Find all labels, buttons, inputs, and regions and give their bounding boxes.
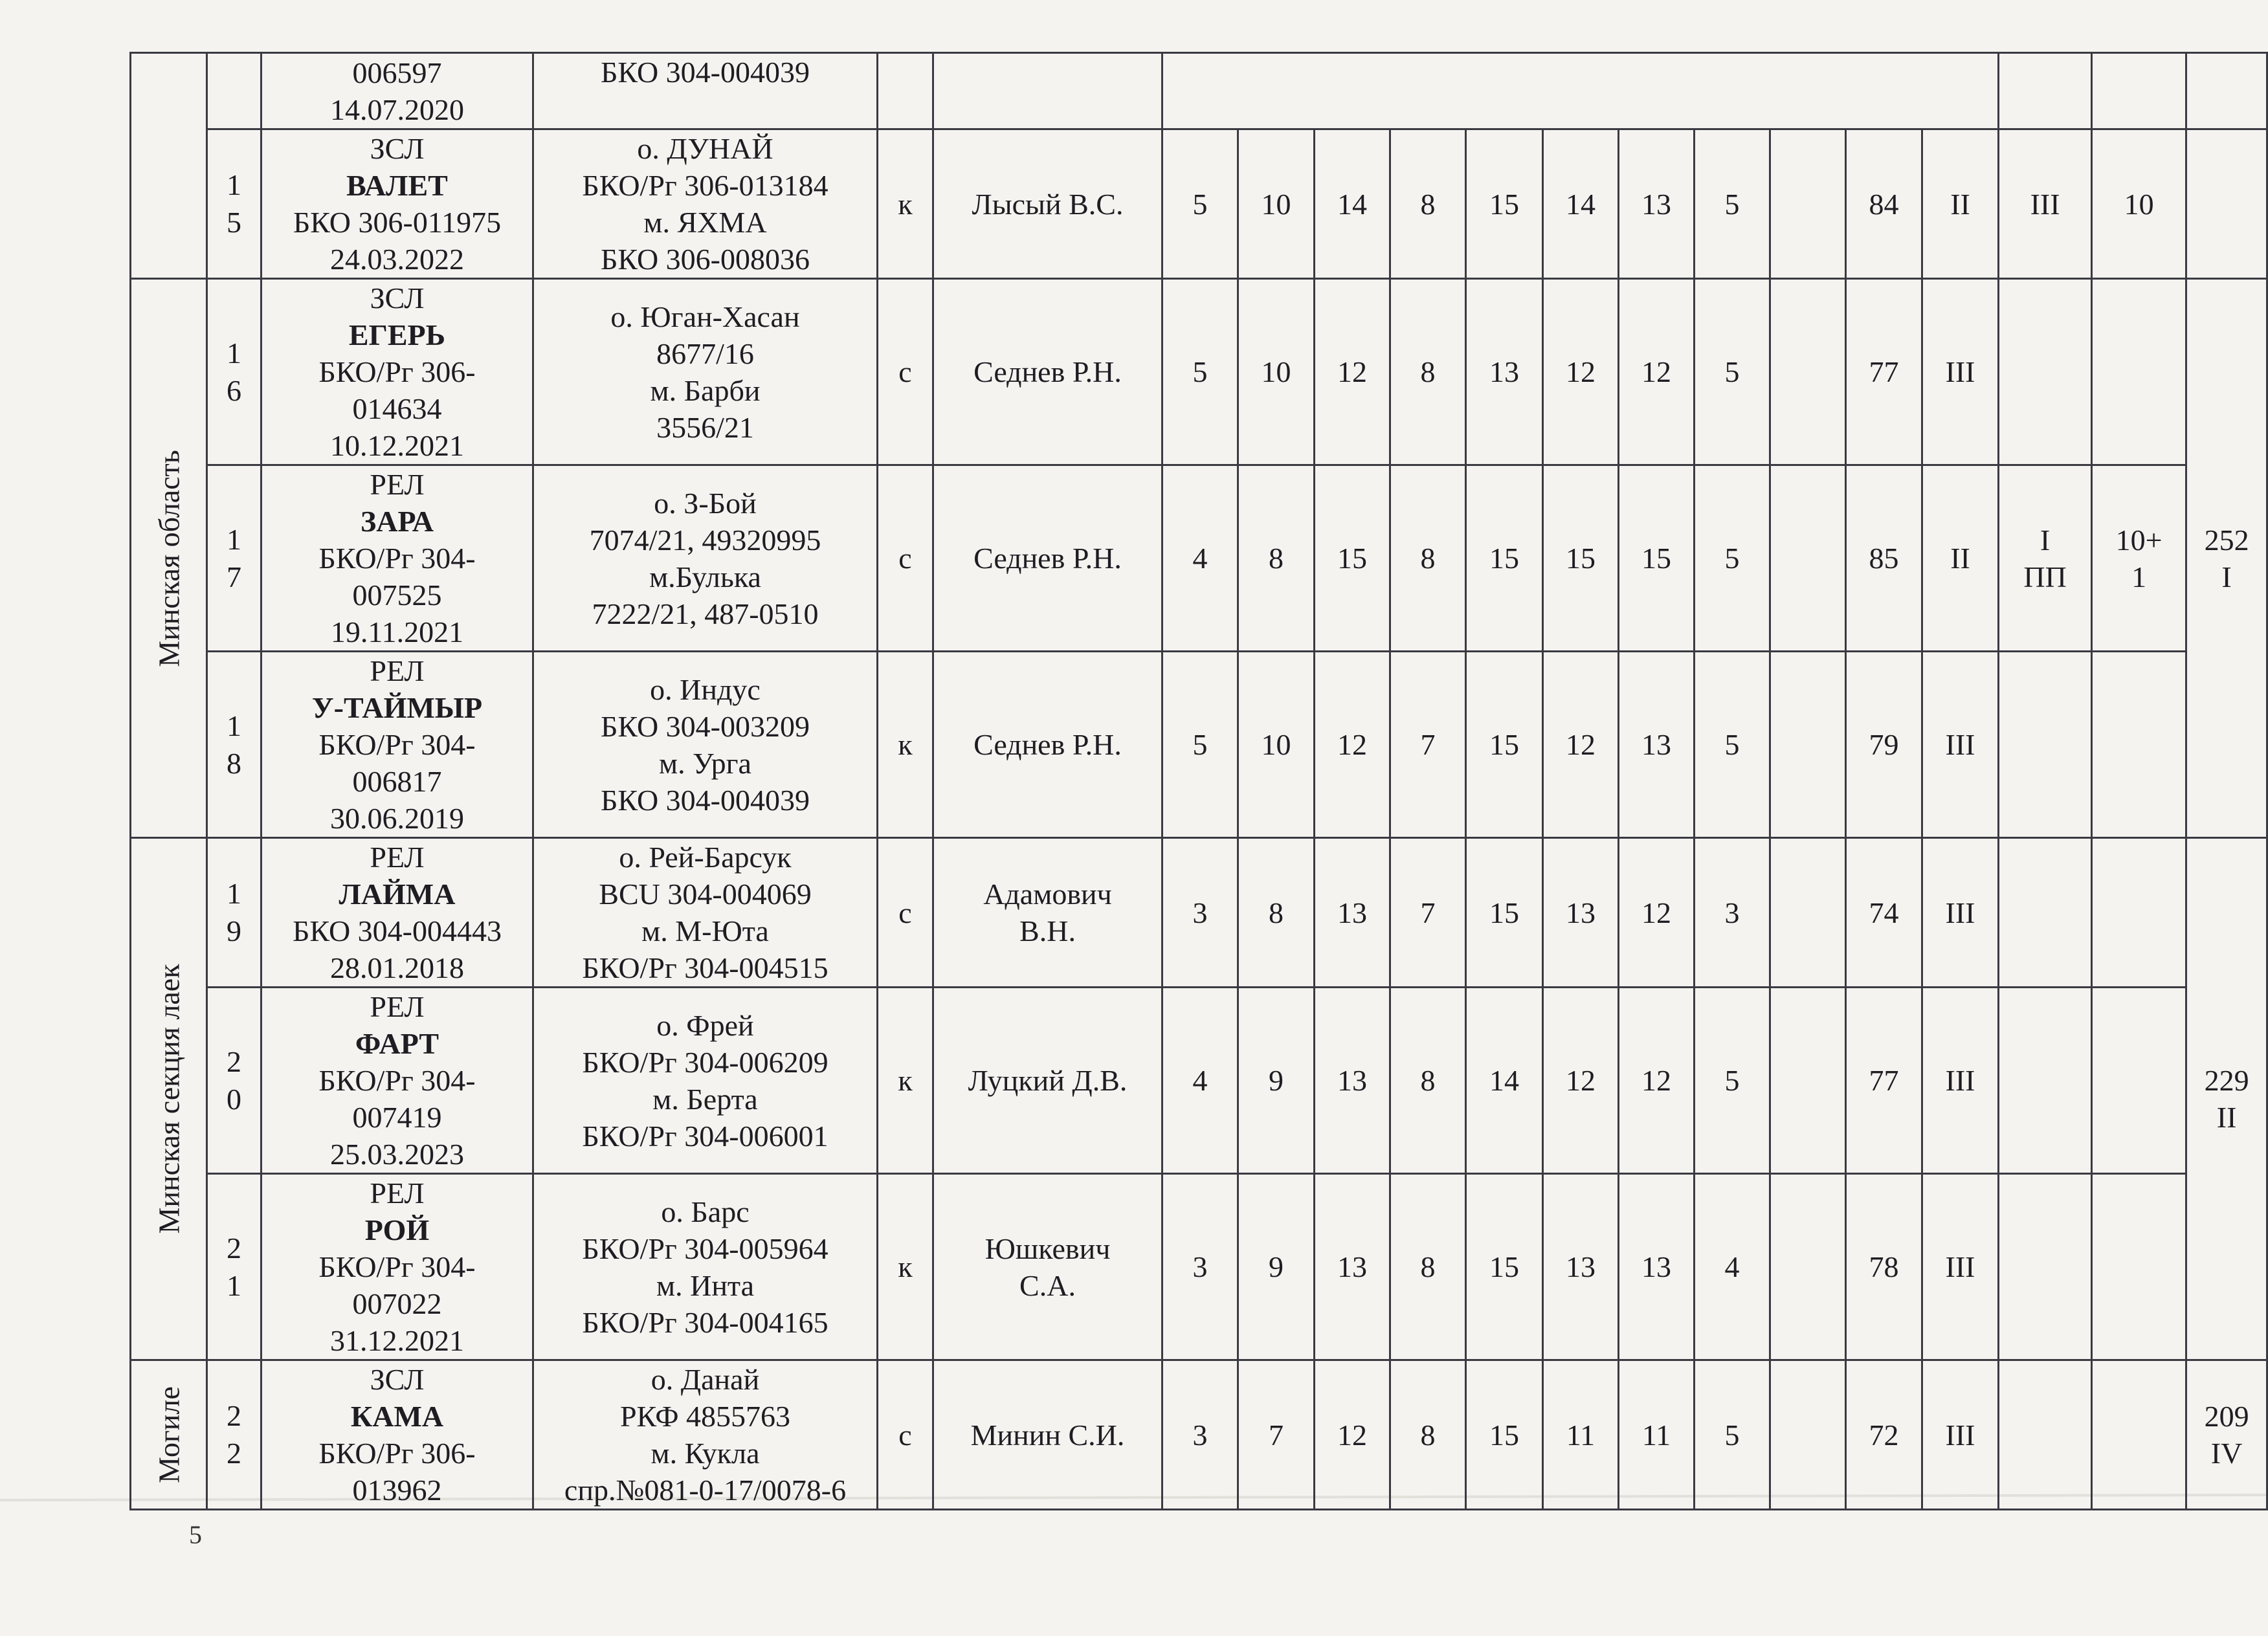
owner: Лысый В.С. — [933, 129, 1162, 279]
owner: Юшкевич С.А. — [933, 1174, 1162, 1360]
cup: I ПП — [1999, 465, 2092, 652]
score: 5 — [1695, 652, 1770, 838]
points — [2092, 988, 2186, 1174]
score: 3 — [1162, 838, 1238, 988]
breed: РЕЛ — [370, 990, 425, 1023]
score: 15 — [1466, 1360, 1543, 1510]
score — [1770, 652, 1846, 838]
score: 8 — [1390, 129, 1466, 279]
score: 3 — [1162, 1174, 1238, 1360]
dog-name: КАМА — [350, 1400, 444, 1433]
breed: РЕЛ — [370, 468, 425, 501]
score: 9 — [1238, 1174, 1315, 1360]
pedigree: о. Фрей БКО/Рг 304-006209 м. Берта БКО/Рг 304-006001 — [533, 988, 878, 1174]
score — [1770, 838, 1846, 988]
score: 14 — [1466, 988, 1543, 1174]
points — [2092, 652, 2186, 838]
cup — [1999, 988, 2092, 1174]
breed: РЕЛ — [370, 1177, 425, 1210]
score: 8 — [1390, 1360, 1466, 1510]
owner — [933, 53, 1162, 129]
diploma: III — [1922, 988, 1999, 1174]
dog-info: 006597 14.07.2020 — [261, 53, 533, 129]
table-row — [131, 652, 2267, 838]
score: 8 — [1238, 838, 1315, 988]
total: 77 — [1846, 988, 1922, 1174]
score: 12 — [1543, 652, 1619, 838]
score: 10 — [1238, 652, 1315, 838]
region-minsk-laika: Минская секция лаек — [131, 838, 207, 1360]
total: 78 — [1846, 1174, 1922, 1360]
score: 12 — [1619, 838, 1695, 988]
score: 5 — [1695, 1360, 1770, 1510]
dog-info: РЕЛ ФАРТ БКО/Рг 304- 007419 25.03.2023 — [261, 988, 533, 1174]
row-number: 1 6 — [207, 279, 261, 465]
points — [2092, 1360, 2186, 1510]
score: 4 — [1162, 988, 1238, 1174]
breed: РЕЛ — [370, 841, 425, 874]
sex: с — [878, 1360, 933, 1510]
total: 85 — [1846, 465, 1922, 652]
cup — [1999, 838, 2092, 988]
score: 5 — [1695, 465, 1770, 652]
row-number: 1 7 — [207, 465, 261, 652]
score: 10 — [1238, 279, 1315, 465]
sex: с — [878, 279, 933, 465]
table-row — [131, 129, 2267, 279]
cup — [1999, 1174, 2092, 1360]
score: 5 — [1162, 129, 1238, 279]
sex — [878, 53, 933, 129]
score — [1770, 279, 1846, 465]
dog-info: РЕЛ У-ТАЙМЫР БКО/Рг 304- 006817 30.06.2019 — [261, 652, 533, 838]
score: 12 — [1315, 279, 1390, 465]
pedigree: о. Индус БКО 304-003209 м. Урга БКО 304-004039 — [533, 652, 878, 838]
dog-info: ЗСЛ ВАЛЕТ БКО 306-011975 24.03.2022 — [261, 129, 533, 279]
dog-info: ЗСЛ ЕГЕРЬ БКО/Рг 306- 014634 10.12.2021 — [261, 279, 533, 465]
total: 74 — [1846, 838, 1922, 988]
score: 12 — [1543, 988, 1619, 1174]
points — [2092, 838, 2186, 988]
score — [1770, 1360, 1846, 1510]
results-table — [129, 52, 2268, 1510]
score: 4 — [1162, 465, 1238, 652]
breed: РЕЛ — [370, 654, 425, 687]
score: 13 — [1315, 1174, 1390, 1360]
dog-name: РОЙ — [364, 1213, 430, 1246]
sex: к — [878, 1174, 933, 1360]
region-mogilev: Могиле — [131, 1360, 207, 1510]
row-number: 1 8 — [207, 652, 261, 838]
score: 4 — [1695, 1174, 1770, 1360]
pedigree: о. ДУНАЙ БКО/Рг 306-013184 м. ЯХМА БКО 306-008036 — [533, 129, 878, 279]
points: 10 — [2092, 129, 2186, 279]
table-row — [131, 838, 2267, 988]
row-number: 1 9 — [207, 838, 261, 988]
dog-info: РЕЛ ЗАРА БКО/Рг 304- 007525 19.11.2021 — [261, 465, 533, 652]
score: 13 — [1543, 1174, 1619, 1360]
breed: ЗСЛ — [370, 282, 425, 315]
score: 14 — [1543, 129, 1619, 279]
points — [2092, 53, 2186, 129]
cup — [1999, 279, 2092, 465]
row-number: 2 0 — [207, 988, 261, 1174]
team-total-minsk-laika: 229 II — [2186, 838, 2267, 1360]
score: 5 — [1162, 279, 1238, 465]
score: 9 — [1238, 988, 1315, 1174]
score: 13 — [1315, 988, 1390, 1174]
total: 84 — [1846, 129, 1922, 279]
sex: к — [878, 988, 933, 1174]
score — [1770, 1174, 1846, 1360]
pedigree: о. Данай РКФ 4855763 м. Кукла спр.№081-0-17/0078-6 — [533, 1360, 878, 1510]
score: 5 — [1695, 129, 1770, 279]
score: 12 — [1315, 652, 1390, 838]
sex: с — [878, 838, 933, 988]
pedigree: о. Юган-Хасан 8677/16 м. Барби 3556/21 — [533, 279, 878, 465]
scores-empty — [1162, 53, 1999, 129]
score: 15 — [1315, 465, 1390, 652]
owner: Луцкий Д.В. — [933, 988, 1162, 1174]
score: 11 — [1619, 1360, 1695, 1510]
score: 15 — [1466, 838, 1543, 988]
score: 8 — [1390, 988, 1466, 1174]
score: 15 — [1466, 465, 1543, 652]
score: 15 — [1543, 465, 1619, 652]
total: 72 — [1846, 1360, 1922, 1510]
dog-info: ЗСЛ КАМА БКО/Рг 306- 013962 — [261, 1360, 533, 1510]
breed: ЗСЛ — [370, 1363, 425, 1396]
diploma: III — [1922, 1174, 1999, 1360]
score: 5 — [1695, 279, 1770, 465]
region-minsk-oblast: Минская область — [131, 279, 207, 838]
score: 5 — [1695, 988, 1770, 1174]
score: 14 — [1315, 129, 1390, 279]
table-row — [131, 1174, 2267, 1360]
score: 10 — [1238, 129, 1315, 279]
sex: к — [878, 652, 933, 838]
row-number — [207, 53, 261, 129]
owner: Седнев Р.Н. — [933, 465, 1162, 652]
owner: Седнев Р.Н. — [933, 652, 1162, 838]
points — [2092, 1174, 2186, 1360]
score — [1770, 465, 1846, 652]
team-total — [2186, 53, 2267, 129]
cup — [1999, 53, 2092, 129]
table-row — [131, 988, 2267, 1174]
score: 12 — [1619, 988, 1695, 1174]
diploma: III — [1922, 279, 1999, 465]
score: 8 — [1390, 279, 1466, 465]
score: 13 — [1543, 838, 1619, 988]
score: 7 — [1238, 1360, 1315, 1510]
owner: Минин С.И. — [933, 1360, 1162, 1510]
score: 13 — [1619, 129, 1695, 279]
score: 13 — [1619, 1174, 1695, 1360]
dog-name: У-ТАЙМЫР — [311, 691, 483, 724]
row-number: 1 5 — [207, 129, 261, 279]
dog-info: РЕЛ ЛАЙМА БКО 304-004443 28.01.2018 — [261, 838, 533, 988]
page-mark: 5 — [189, 1520, 202, 1549]
dog-name: ФАРТ — [355, 1027, 439, 1060]
pedigree: о. Рей-Барсук BCU 304-004069 м. М-Юта БКО/Рг 304-004515 — [533, 838, 878, 988]
sex: к — [878, 129, 933, 279]
pedigree: БКО 304-004039 — [533, 53, 878, 129]
score: 8 — [1238, 465, 1315, 652]
score — [1770, 988, 1846, 1174]
row-number: 2 1 — [207, 1174, 261, 1360]
team-total-minsk-oblast: 252 I — [2186, 279, 2267, 838]
score — [1770, 129, 1846, 279]
team-total-mogilev: 209 IV — [2186, 1360, 2267, 1510]
diploma: III — [1922, 838, 1999, 988]
sex: с — [878, 465, 933, 652]
score: 8 — [1390, 465, 1466, 652]
cup: III — [1999, 129, 2092, 279]
score: 15 — [1466, 1174, 1543, 1360]
dog-name: ЛАЙМА — [339, 878, 456, 911]
table-row — [131, 279, 2267, 465]
score: 15 — [1619, 465, 1695, 652]
score: 3 — [1162, 1360, 1238, 1510]
table-row — [131, 1360, 2267, 1510]
table-row-continued — [131, 53, 2267, 129]
score: 5 — [1162, 652, 1238, 838]
table-row — [131, 465, 2267, 652]
dog-name: ВАЛЕТ — [346, 169, 448, 202]
score: 13 — [1315, 838, 1390, 988]
total: 79 — [1846, 652, 1922, 838]
score: 7 — [1390, 652, 1466, 838]
dog-name: ЕГЕРЬ — [348, 318, 446, 351]
diploma: III — [1922, 652, 1999, 838]
score: 8 — [1390, 1174, 1466, 1360]
score: 13 — [1466, 279, 1543, 465]
diploma: II — [1922, 465, 1999, 652]
region-cell-top — [131, 53, 207, 279]
score: 13 — [1619, 652, 1695, 838]
score: 12 — [1543, 279, 1619, 465]
score: 15 — [1466, 652, 1543, 838]
points: 10+ 1 — [2092, 465, 2186, 652]
breed: ЗСЛ — [370, 132, 425, 165]
points — [2092, 279, 2186, 465]
dog-info: РЕЛ РОЙ БКО/Рг 304- 007022 31.12.2021 — [261, 1174, 533, 1360]
cup — [1999, 1360, 2092, 1510]
score: 11 — [1543, 1360, 1619, 1510]
score: 12 — [1315, 1360, 1390, 1510]
pedigree: о. З-Бой 7074/21, 49320995 м.Булька 7222/21, 487-0510 — [533, 465, 878, 652]
diploma: II — [1922, 129, 1999, 279]
team-total — [2186, 129, 2267, 279]
owner: Адамович В.Н. — [933, 838, 1162, 988]
dog-name: ЗАРА — [361, 505, 434, 538]
total: 77 — [1846, 279, 1922, 465]
score: 12 — [1619, 279, 1695, 465]
owner: Седнев Р.Н. — [933, 279, 1162, 465]
row-number: 2 2 — [207, 1360, 261, 1510]
cup — [1999, 652, 2092, 838]
score: 7 — [1390, 838, 1466, 988]
pedigree: о. Барс БКО/Рг 304-005964 м. Инта БКО/Рг 304-004165 — [533, 1174, 878, 1360]
diploma: III — [1922, 1360, 1999, 1510]
score: 3 — [1695, 838, 1770, 988]
score: 15 — [1466, 129, 1543, 279]
